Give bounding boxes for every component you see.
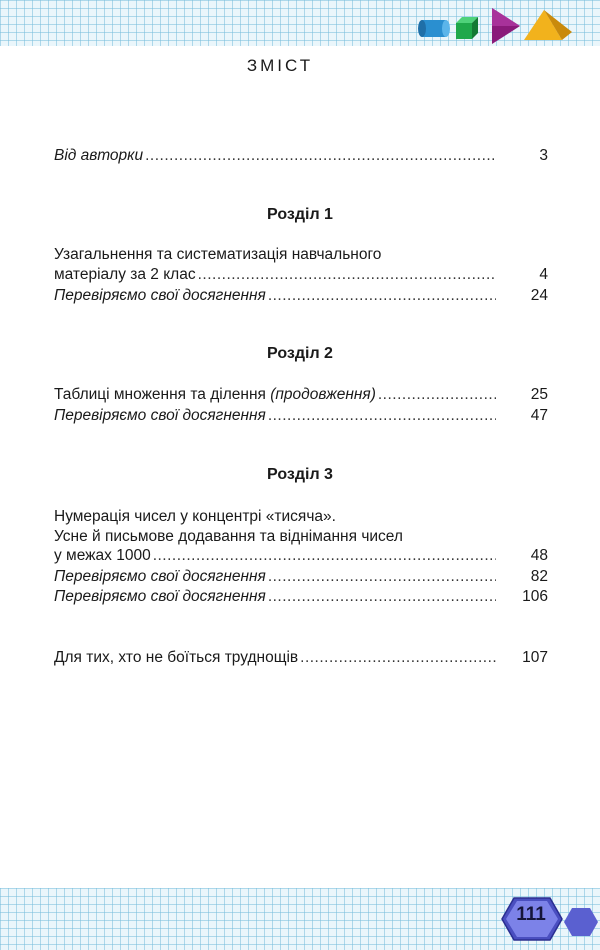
section-heading-1: Розділ 1 bbox=[267, 206, 333, 223]
pyramid-icon bbox=[524, 10, 572, 40]
toc-entry-s2-2[interactable] bbox=[54, 406, 548, 426]
page-title: ЗМІСТ bbox=[246, 56, 314, 75]
toc-entry-s3-2[interactable] bbox=[54, 567, 548, 587]
section-heading-3: Розділ 3 bbox=[267, 466, 333, 483]
toc-entry-label: Для тих, хто не боїться труднощів bbox=[54, 649, 299, 666]
toc-entry-s3-3[interactable] bbox=[54, 587, 548, 607]
leader-dots bbox=[268, 587, 496, 607]
toc-line: Узагальнення та систематизація навчального bbox=[54, 246, 382, 263]
toc-entry-final[interactable] bbox=[54, 648, 548, 668]
toc-entry-label-main: Таблиці множення та ділення bbox=[54, 386, 266, 403]
toc-entry-page: 106 bbox=[522, 588, 548, 605]
toc-entry-s2-1[interactable] bbox=[54, 385, 548, 405]
toc-line: Усне й письмове додавання та віднімання чисел bbox=[54, 528, 403, 545]
cube-icon bbox=[456, 17, 478, 39]
leader-dots bbox=[145, 146, 496, 166]
toc-entry-label: матеріалу за 2 клас bbox=[54, 266, 196, 283]
cone-icon bbox=[492, 8, 520, 44]
toc-entry-s1-1[interactable] bbox=[54, 265, 548, 285]
leader-dots bbox=[378, 385, 496, 405]
toc-entry-s3-1[interactable] bbox=[54, 546, 548, 566]
toc-entry-page: 3 bbox=[539, 147, 548, 164]
toc-entry-label-italic: (продовження) bbox=[270, 386, 376, 403]
toc-entry-label: у межах 1000 bbox=[54, 547, 151, 564]
toc-entry-page: 82 bbox=[530, 568, 548, 585]
leader-dots bbox=[268, 286, 496, 306]
toc-entry-page: 4 bbox=[539, 266, 548, 283]
toc-entry-page: 24 bbox=[530, 287, 548, 304]
leader-dots bbox=[268, 567, 496, 587]
toc-entry-label: Перевіряємо свої досягнення bbox=[54, 407, 266, 424]
toc-entry-label: Від авторки bbox=[54, 147, 144, 164]
toc-entry-intro[interactable] bbox=[54, 146, 548, 166]
toc-entry-label: Перевіряємо свої досягнення bbox=[54, 588, 266, 605]
leader-dots bbox=[198, 265, 496, 285]
toc-entry-label: Перевіряємо свої досягнення bbox=[54, 568, 266, 585]
leader-dots bbox=[268, 406, 496, 426]
toc-entry-label bbox=[54, 385, 376, 405]
page-number: 111 bbox=[516, 904, 546, 925]
toc-entry-label: Перевіряємо свої досягнення bbox=[54, 287, 266, 304]
toc-entry-page: 47 bbox=[530, 407, 548, 424]
cylinder-icon bbox=[418, 20, 450, 37]
section-heading-2: Розділ 2 bbox=[267, 345, 333, 362]
toc-entry-page: 25 bbox=[530, 386, 548, 403]
toc-entry-s1-2[interactable] bbox=[54, 286, 548, 306]
leader-dots bbox=[153, 546, 496, 566]
toc-line: Нумерація чисел у концентрі «тисяча». bbox=[54, 508, 336, 525]
toc-entry-page: 107 bbox=[522, 649, 548, 666]
toc-entry-page: 48 bbox=[530, 547, 548, 564]
geometric-shapes-decoration bbox=[412, 4, 592, 46]
leader-dots bbox=[300, 648, 496, 668]
